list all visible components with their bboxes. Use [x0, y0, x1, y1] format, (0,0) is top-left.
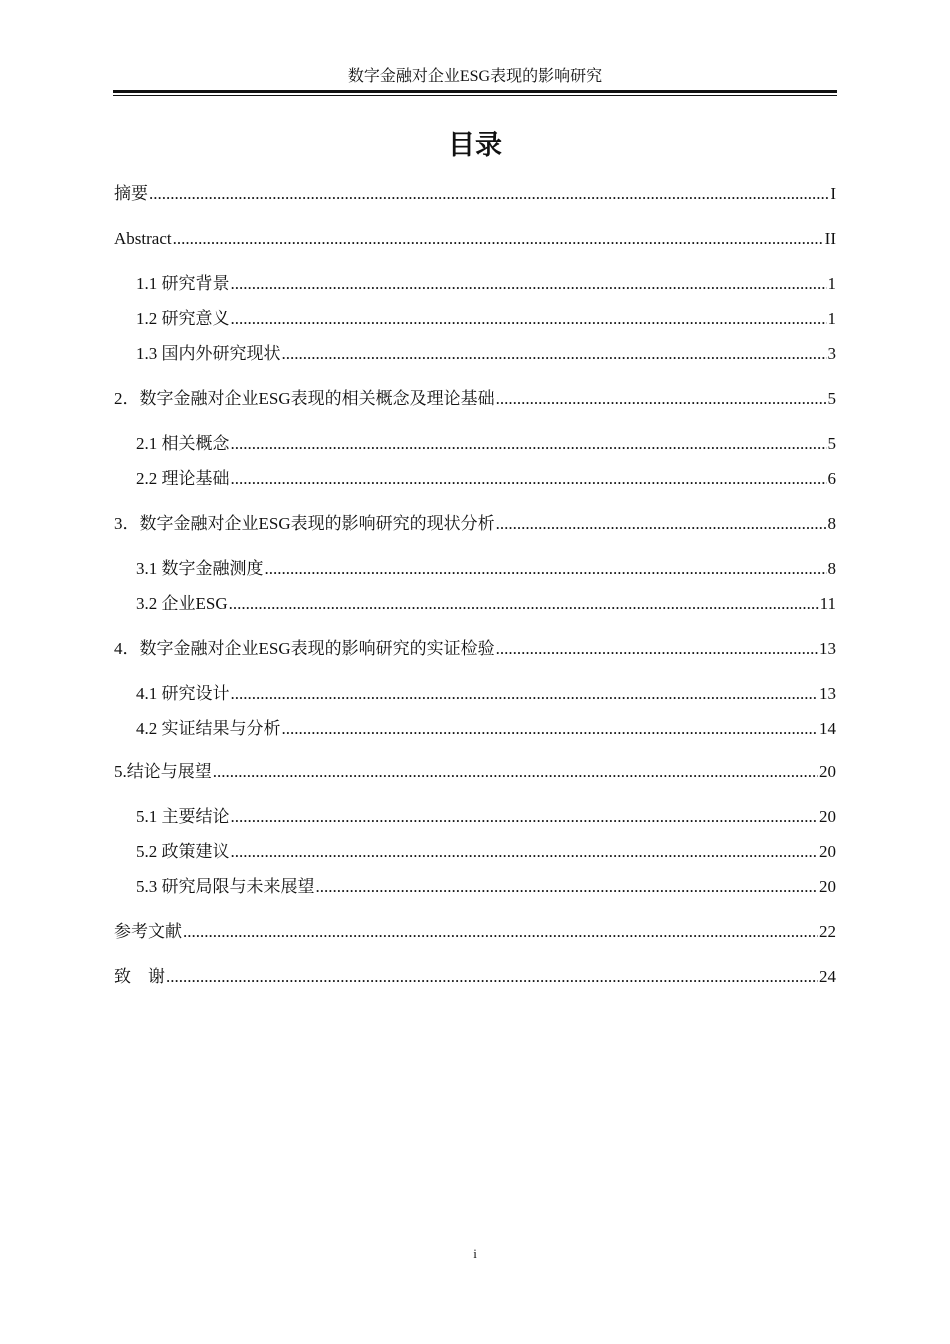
toc-entry-label: 4.1 研究设计	[136, 684, 230, 703]
toc-entry-page: 1	[827, 274, 836, 293]
toc-entry-label: 参考文献	[114, 922, 182, 941]
toc-entry-2-1[interactable]	[136, 425, 836, 455]
toc-entry-label: 2.2 理论基础	[136, 469, 230, 488]
header-rule-thick	[113, 90, 837, 93]
toc-entry-5-3[interactable]	[136, 868, 836, 898]
toc-entry-label: 5.结论与展望	[114, 762, 212, 781]
toc-entry-1-1[interactable]	[136, 265, 836, 295]
toc-entry-page: 8	[827, 514, 836, 533]
toc-entry-page: 20	[819, 807, 836, 826]
toc-entry-page: 3	[827, 344, 836, 363]
header-rule-thin	[113, 95, 837, 96]
toc-dot-leader	[265, 558, 827, 580]
toc-entry-chapter-5[interactable]	[114, 753, 836, 783]
page-number: i	[473, 1246, 477, 1261]
toc-entry-label: 致 谢	[114, 967, 165, 986]
toc-entry-5-1[interactable]	[136, 798, 836, 828]
toc-entry-label: 3．数字金融对企业ESG表现的影响研究的现状分析	[114, 514, 495, 533]
toc-entry-2-2[interactable]	[136, 460, 836, 490]
toc-entry-label: 3.2 企业ESG	[136, 594, 228, 613]
toc-entry-label: 3.1 数字金融测度	[136, 559, 264, 578]
toc-entry-page: 13	[819, 639, 836, 658]
toc-entry-page: 5	[827, 389, 836, 408]
toc-dot-leader	[149, 183, 829, 205]
toc-entry-3-2[interactable]	[136, 585, 836, 615]
toc-entry-1-2[interactable]	[136, 300, 836, 330]
toc-dot-leader	[166, 966, 818, 988]
toc-entry-acknowledgements[interactable]	[114, 958, 836, 988]
toc-entry-page: 5	[827, 434, 836, 453]
toc-entry-label: Abstract	[114, 229, 172, 248]
toc-entry-4-1[interactable]	[136, 675, 836, 705]
toc-entry-label: 5.3 研究局限与未来展望	[136, 877, 315, 896]
toc-entry-label: 2．数字金融对企业ESG表现的相关概念及理论基础	[114, 389, 495, 408]
toc-dot-leader	[213, 761, 818, 783]
toc-entry-label: 1.3 国内外研究现状	[136, 344, 281, 363]
toc-dot-leader	[173, 228, 824, 250]
toc-entry-label: 4.2 实证结果与分析	[136, 719, 281, 738]
toc-entry-abstract-cn[interactable]	[114, 175, 836, 205]
toc-entry-chapter-3[interactable]	[114, 505, 836, 535]
toc-entry-page: 1	[827, 309, 836, 328]
toc-dot-leader	[282, 343, 827, 365]
toc-entry-5-2[interactable]	[136, 833, 836, 863]
toc-dot-leader	[231, 806, 819, 828]
toc-entry-label: 摘要	[114, 184, 148, 203]
toc-dot-leader	[231, 468, 827, 490]
toc-entry-label: 5.2 政策建议	[136, 842, 230, 861]
toc-entry-references[interactable]	[114, 913, 836, 943]
toc-dot-leader	[316, 876, 819, 898]
toc-entry-abstract-en[interactable]	[114, 220, 836, 250]
toc-entry-4-2[interactable]	[136, 710, 836, 740]
toc-entry-page: II	[824, 229, 836, 248]
toc-entry-label: 1.2 研究意义	[136, 309, 230, 328]
toc-entry-label: 2.1 相关概念	[136, 434, 230, 453]
toc-entry-label: 4．数字金融对企业ESG表现的影响研究的实证检验	[114, 639, 495, 658]
toc-entry-page: I	[830, 184, 836, 203]
toc-entry-page: 20	[819, 842, 836, 861]
running-header: 数字金融对企业ESG表现的影响研究	[347, 68, 603, 85]
toc-entry-chapter-4[interactable]	[114, 630, 836, 660]
toc-entry-page: 22	[819, 922, 836, 941]
toc-dot-leader	[231, 308, 827, 330]
toc-dot-leader	[231, 273, 827, 295]
toc-dot-leader	[231, 683, 819, 705]
toc-entry-1-3[interactable]	[136, 335, 836, 365]
toc-entry-page: 20	[819, 762, 836, 781]
toc-dot-leader	[183, 921, 818, 943]
toc-dot-leader	[496, 638, 818, 660]
toc-entry-page: 14	[819, 719, 836, 738]
toc-entry-page: 6	[827, 469, 836, 488]
toc-entry-page: 24	[819, 967, 836, 986]
toc-dot-leader	[496, 513, 827, 535]
toc-entry-page: 11	[819, 594, 836, 613]
toc-dot-leader	[282, 718, 819, 740]
toc-dot-leader	[496, 388, 827, 410]
toc-dot-leader	[229, 593, 819, 615]
toc-dot-leader	[231, 433, 827, 455]
toc-entry-3-1[interactable]	[136, 550, 836, 580]
toc-entry-page: 20	[819, 877, 836, 896]
toc-entry-page: 13	[819, 684, 836, 703]
page-title: 目录	[448, 130, 502, 161]
toc-entry-label: 1.1 研究背景	[136, 274, 230, 293]
toc-entry-chapter-2[interactable]	[114, 380, 836, 410]
toc-dot-leader	[231, 841, 819, 863]
toc-entry-page: 8	[827, 559, 836, 578]
toc-entry-label: 5.1 主要结论	[136, 807, 230, 826]
